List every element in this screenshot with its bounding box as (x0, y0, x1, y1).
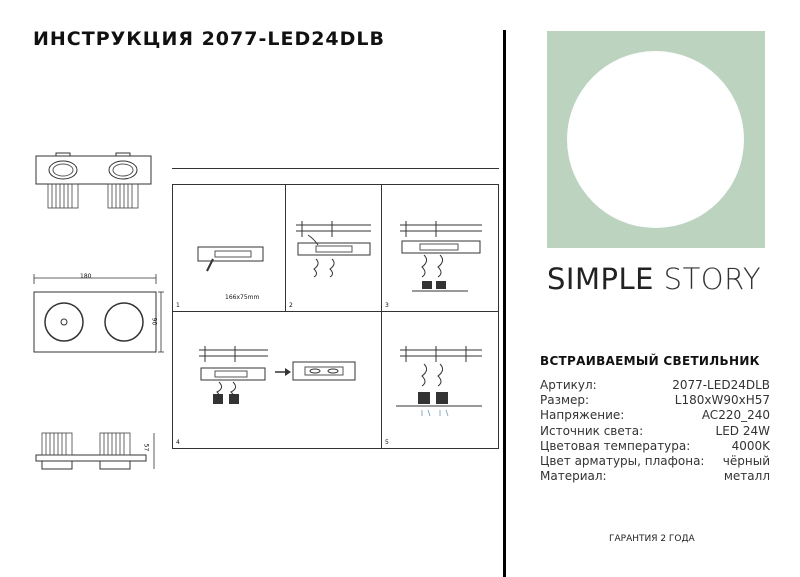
spec-value: LED 24W (715, 423, 770, 438)
spec-value: L180xW90xH57 (674, 393, 770, 408)
product-image (547, 31, 765, 248)
brand-name-part2: STORY (663, 262, 762, 296)
cutout-dimension: 166x75mm (225, 294, 260, 301)
spec-row (540, 378, 770, 393)
spec-value: 4000K (731, 438, 770, 453)
spec-label: Размер: (540, 393, 590, 408)
spec-row (540, 439, 770, 454)
step-number: 4 (176, 439, 180, 446)
spec-label: Цветовая температура: (540, 438, 691, 453)
spec-value: AC220_240 (701, 408, 770, 423)
spec-label: Напряжение: (540, 408, 625, 423)
installation-steps (172, 184, 499, 449)
step-1 (173, 185, 286, 312)
brand-name-part1: SIMPLE (547, 262, 654, 296)
spec-label: Источник света: (540, 423, 644, 438)
step-number: 3 (385, 302, 389, 309)
spec-value: 2077-LED24DLB (672, 378, 770, 392)
step-4 (173, 312, 382, 448)
spec-row (540, 393, 770, 408)
spec-row (540, 469, 770, 484)
lamp-circle (567, 51, 744, 228)
height-dimension: 90 (150, 317, 158, 326)
product-type: ВСТРАИВАЕМЫЙ СВЕТИЛЬНИК (540, 354, 760, 368)
front-view-drawing (20, 270, 165, 360)
spec-value: металл (723, 469, 770, 484)
spec-label: Цвет арматуры, плафона: (540, 454, 705, 469)
separator-line (172, 168, 499, 169)
depth-dimension: 57 (142, 443, 150, 452)
spec-label: Артикул: (540, 378, 597, 392)
step-number: 5 (385, 439, 389, 446)
warranty-note: ГАРАНТИЯ 2 ГОДА (609, 534, 695, 544)
width-dimension: 180 (80, 273, 92, 280)
spec-row (540, 408, 770, 423)
spec-label: Материал: (540, 469, 607, 484)
spec-row (540, 454, 770, 469)
step-2 (286, 185, 382, 312)
step-number: 1 (176, 302, 180, 309)
step-number: 2 (289, 302, 293, 309)
step-3 (382, 185, 498, 312)
spec-list (540, 378, 770, 484)
top-view-drawing (28, 150, 158, 220)
spec-value: чёрный (722, 454, 770, 469)
vertical-divider (503, 30, 506, 577)
brand-logo (547, 262, 777, 296)
page-title: ИНСТРУКЦИЯ 2077-LED24DLB (33, 28, 386, 50)
step-5 (382, 312, 498, 448)
spec-row (540, 424, 770, 439)
